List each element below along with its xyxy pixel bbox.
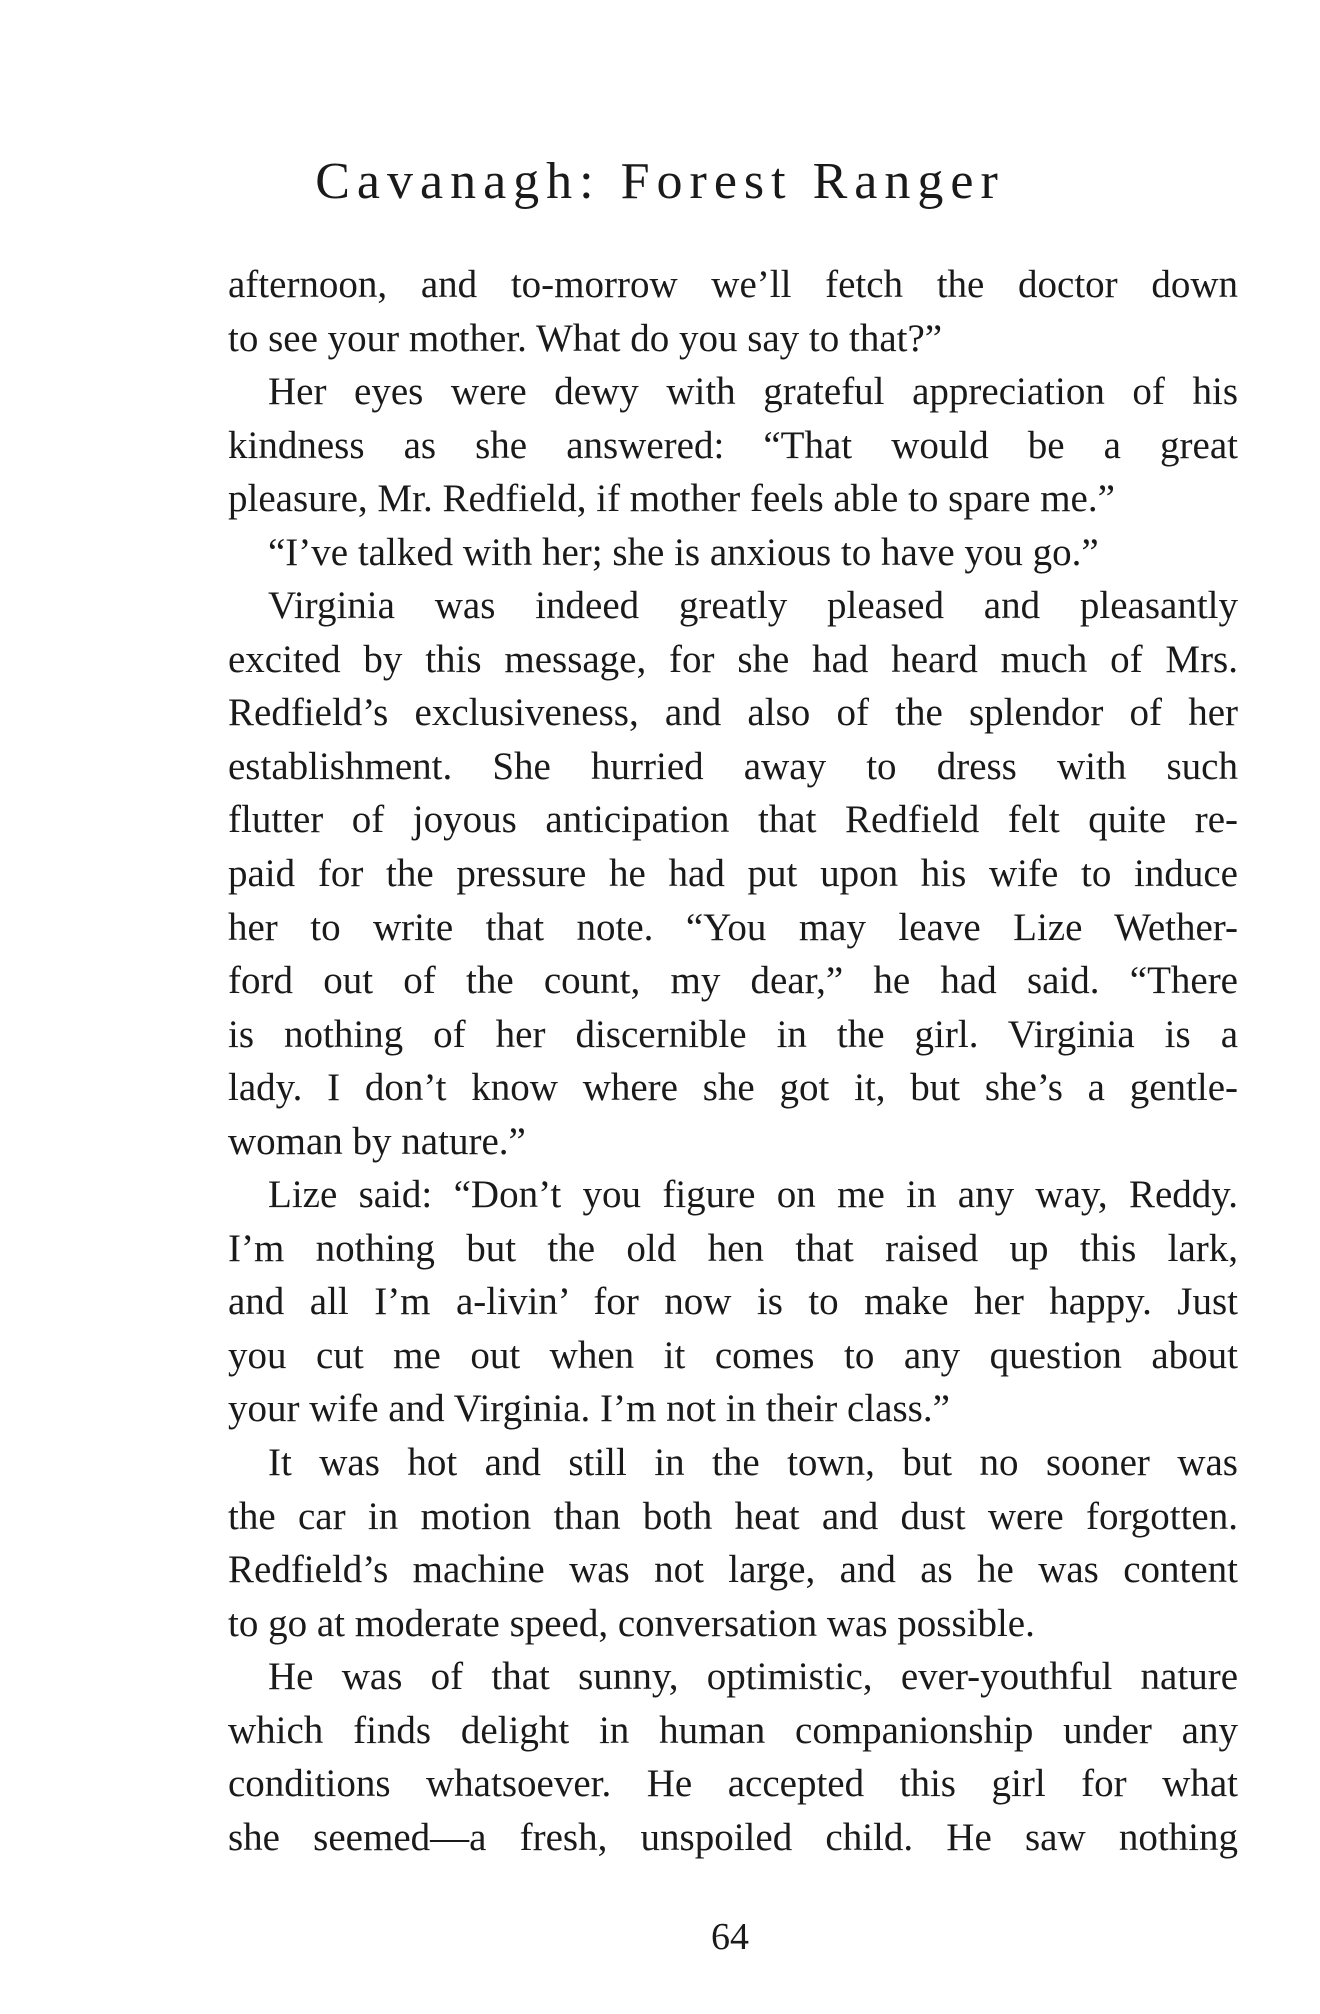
text-line: is nothing of her discernible in the girl. Virginia is a — [228, 1012, 1238, 1056]
text-line: I’m nothing but the old hen that raised up this lark, — [228, 1226, 1238, 1270]
text-line: Redfield’s machine was not large, and as he was content — [228, 1548, 1238, 1592]
text-line: Virginia was indeed greatly pleased and pleasantly — [268, 584, 1238, 628]
text-line: lady. I don’t know where she got it, but she’s a gentle- — [228, 1066, 1238, 1110]
text-line: establishment. She hurried away to dress with such — [228, 744, 1238, 788]
page-number: 64 — [711, 1916, 749, 1958]
text-line: He was of that sunny, optimistic, ever-youthful nature — [268, 1655, 1238, 1699]
text-line: afternoon, and to-morrow we’ll fetch the doctor down — [228, 263, 1238, 306]
text-line: your wife and Virginia. I’m not in their class.” — [228, 1387, 950, 1431]
text-line: her to write that note. “You may leave Lize Wether- — [228, 905, 1238, 949]
text-line: It was hot and still in the town, but no sooner was — [268, 1441, 1238, 1485]
text-line: excited by this message, for she had heard much of Mrs. — [228, 637, 1238, 681]
text-line: kindness as she answered: “That would be a great — [228, 423, 1238, 467]
text-line: to go at moderate speed, conversation was possible. — [228, 1601, 1035, 1645]
text-line: pleasure, Mr. Redfield, if mother feels able to spare me.” — [228, 477, 1115, 521]
running-title: Cavanagh: Forest Ranger — [315, 153, 1005, 210]
text-line: and all I’m a-livin’ for now is to make her happy. Just — [228, 1280, 1238, 1324]
text-line: the car in motion than both heat and dust were forgotten. — [228, 1494, 1238, 1538]
text-line: ford out of the count, my dear,” he had said. “There — [228, 959, 1238, 1003]
text-line: Her eyes were dewy with grateful appreciation of his — [268, 370, 1238, 414]
text-line: Lize said: “Don’t you figure on me in any way, Reddy. — [268, 1173, 1238, 1217]
text-line: Redfield’s exclusiveness, and also of the splendor of her — [228, 691, 1238, 735]
text-line: conditions whatsoever. He accepted this girl for what — [228, 1762, 1238, 1806]
text-line: flutter of joyous anticipation that Redfield felt quite re- — [228, 798, 1238, 842]
text-line: “I’ve talked with her; she is anxious to have you go.” — [268, 530, 1099, 574]
text-line: she seemed—a fresh, unspoiled child. He saw nothing — [228, 1815, 1238, 1859]
text-line: you cut me out when it comes to any question about — [228, 1333, 1238, 1377]
text-line: woman by nature.” — [228, 1119, 526, 1163]
text-line: which finds delight in human companionship under any — [228, 1708, 1238, 1752]
text-line: paid for the pressure he had put upon his wife to induce — [228, 852, 1238, 896]
text-line: to see your mother. What do you say to that?” — [228, 316, 943, 360]
body-text — [228, 258, 1238, 1864]
